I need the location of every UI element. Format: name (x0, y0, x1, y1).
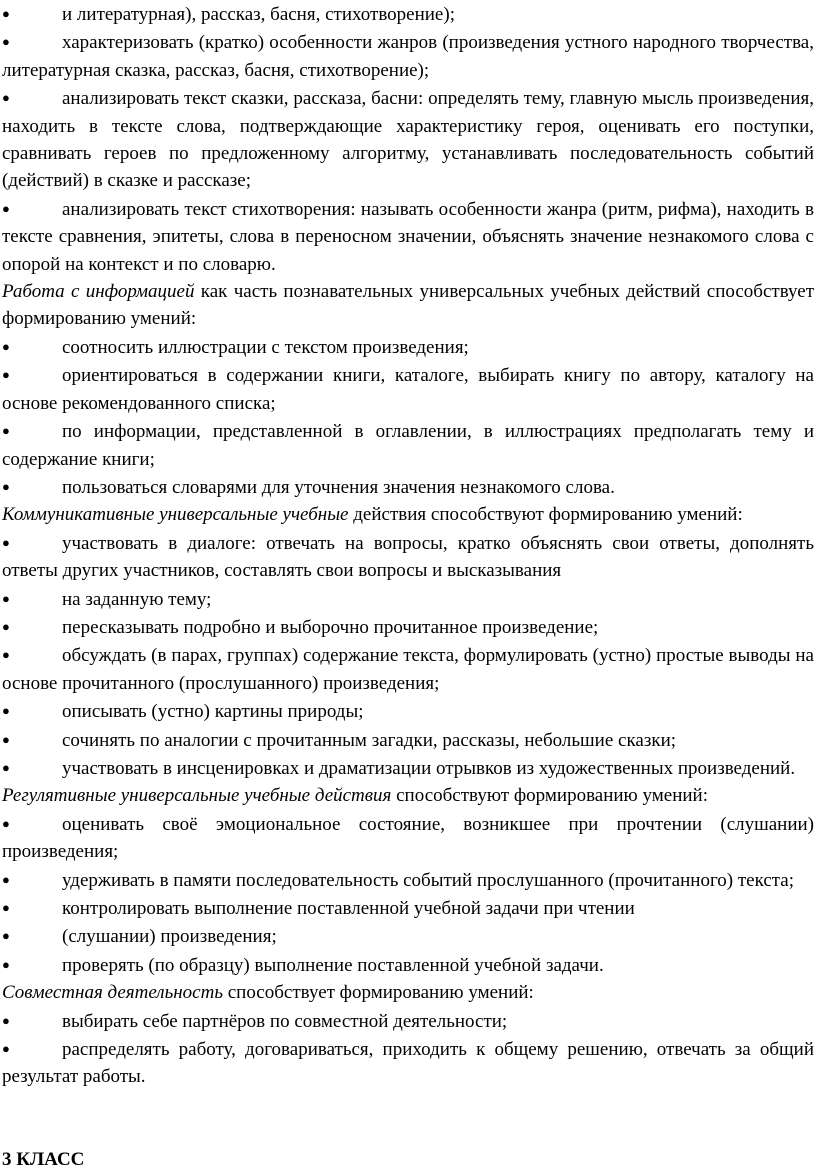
bullet-icon (2, 195, 62, 222)
bullet-text: пересказывать подробно и выборочно прочитанное произведение; (62, 616, 599, 638)
bullet-item (2, 195, 814, 278)
bullet-item (2, 361, 814, 417)
bullet-item (2, 810, 814, 866)
bullet-icon (2, 810, 62, 837)
bullet-icon (2, 585, 62, 612)
bullet-text: обсуждать (в парах, группах) содержание текста, формулировать (устно) простые выводы на основе прочитанного (прослушанного) произведения; (2, 645, 814, 694)
bullet-item (2, 613, 814, 641)
bullet-item (2, 529, 814, 585)
bullet-text: ориентироваться в содержании книги, каталоге, выбирать книгу по автору, каталогу на основе рекомендованного списка; (2, 365, 814, 414)
bullet-text: оценивать своё эмоциональное состояние, возникшее при прочтении (слушании) произведения; (2, 813, 814, 863)
bullet-text: распределять работу, договариваться, приходить к общему решению, отвечать за общий результат работы. (2, 1039, 814, 1088)
section-lead: Совместная деятельность (2, 982, 223, 1004)
bullet-icon (2, 641, 62, 668)
bullet-item (2, 1035, 814, 1091)
bullet-icon (2, 28, 62, 55)
bullet-icon (2, 473, 62, 500)
section-lead: Коммуникативные универсальные учебные (2, 504, 349, 526)
bullet-item (2, 894, 814, 922)
bullet-item (2, 866, 814, 894)
section-text: действия способствуют формированию умений: (348, 504, 743, 526)
bullet-icon (2, 726, 62, 753)
bullet-item (2, 0, 814, 28)
bullet-icon (2, 529, 62, 556)
bullet-icon (2, 866, 62, 893)
section-intro (2, 278, 814, 333)
bullet-icon (2, 894, 62, 921)
bullet-text: анализировать текст стихотворения: называть особенности жанра (ритм, рифма), находить в тексте сравнения, эпитеты, слова в переносном значении, объяснять значение незнакомого слова с опорой на контекст и по словарю. (2, 198, 814, 275)
bullet-text: участвовать в инсценировках и драматизации отрывков из художественных произведений. (62, 757, 796, 779)
bullet-icon (2, 84, 62, 111)
bullet-icon (2, 613, 62, 640)
bullet-text: на заданную тему; (62, 588, 212, 610)
bullet-text: участвовать в диалоге: отвечать на вопросы, кратко объяснять свои ответы, дополнять ответы других участников, составлять свои вопросы и высказывания (2, 532, 814, 582)
bullet-item (2, 754, 814, 782)
bullet-icon (2, 1035, 62, 1062)
bullet-text: соотносить иллюстрации с текстом произведения; (62, 336, 469, 358)
bullet-text: проверять (по образцу) выполнение поставленной учебной задачи. (62, 954, 604, 976)
document-body (2, 0, 814, 1091)
bullet-text: и литературная), рассказ, басня, стихотворение); (62, 4, 455, 25)
bullet-icon (2, 417, 62, 444)
bullet-item (2, 333, 814, 361)
bullet-icon (2, 1007, 62, 1034)
bullet-text: сочинять по аналогии с прочитанным загадки, рассказы, небольшие сказки; (62, 729, 677, 751)
bullet-text: характеризовать (кратко) особенности жанров (произведения устного народного творчества, литературная сказка, рассказ, басня, стихотворение); (2, 32, 814, 81)
bullet-item (2, 585, 814, 613)
bullet-item (2, 726, 814, 754)
bullet-item (2, 641, 814, 697)
bullet-icon (2, 333, 62, 360)
bullet-item (2, 84, 814, 195)
bullet-text: описывать (устно) картины природы; (62, 701, 364, 723)
bullet-icon (2, 361, 62, 388)
section-intro (2, 782, 814, 809)
bullet-item (2, 1007, 814, 1035)
section-lead: Регулятивные универсальные учебные действия (2, 785, 392, 807)
section-lead: Работа с информацией (2, 281, 195, 303)
bullet-item (2, 922, 814, 950)
bullet-icon (2, 951, 62, 978)
section-intro (2, 501, 814, 528)
bullet-text: пользоваться словарями для уточнения значения незнакомого слова. (62, 476, 615, 498)
bullet-icon (2, 697, 62, 724)
bullet-text: анализировать текст сказки, рассказа, басни: определять тему, главную мысль произведения, находить в тексте слова, подтверждающие характеристику героя, оценивать его поступки, сравнивать героев по предложенному алгоритму, устанавливать последовательность событий (действий) в сказке и рассказе; (2, 88, 814, 192)
section-heading: 3 КЛАСС (2, 1149, 85, 1170)
bullet-item (2, 417, 814, 473)
section-text: как часть познавательных универсальных учебных действий способствует формированию умений: (2, 281, 815, 330)
bullet-text: по информации, представленной в оглавлении, в иллюстрациях предполагать тему и содержание книги; (2, 421, 814, 470)
bullet-icon (2, 922, 62, 949)
bullet-item (2, 951, 814, 979)
bullet-icon (2, 0, 62, 27)
bullet-item (2, 697, 814, 725)
section-text: способствуют формированию умений: (391, 785, 708, 807)
bullet-icon (2, 754, 62, 781)
section-text: способствует формированию умений: (222, 982, 534, 1004)
bullet-text: удерживать в памяти последовательность событий прослушанного (прочитанного) текста; (62, 869, 795, 891)
bullet-text: контролировать выполнение поставленной учебной задачи при чтении (62, 898, 635, 919)
bullet-item (2, 473, 814, 501)
section-intro (2, 979, 814, 1006)
bullet-item (2, 28, 814, 84)
bullet-text: (слушании) произведения; (62, 926, 277, 948)
bullet-text: выбирать себе партнёров по совместной деятельности; (62, 1010, 508, 1032)
